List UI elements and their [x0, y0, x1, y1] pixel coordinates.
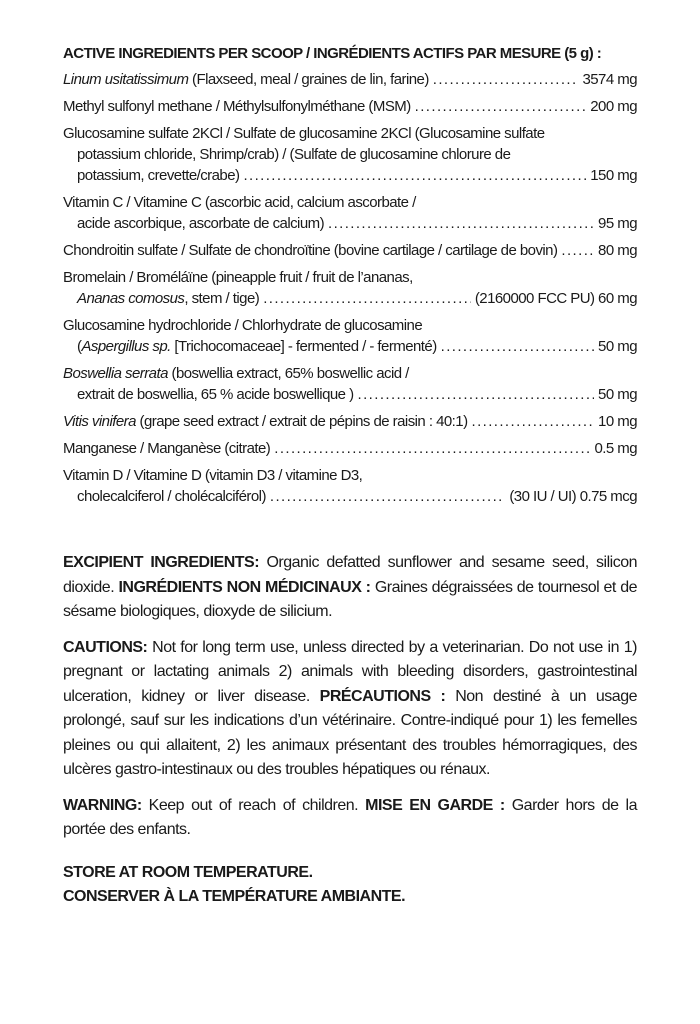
ingredient-latin-name: Aspergillus sp. [81, 338, 171, 355]
storage-fr: CONSERVER À LA TEMPÉRATURE AMBIANTE. [63, 888, 406, 905]
dot-leader [358, 384, 595, 405]
dot-leader [415, 96, 587, 117]
ingredient-quantity: 10 mg [598, 413, 637, 430]
dot-leader [433, 69, 579, 90]
ingredient-item [63, 363, 637, 405]
ingredient-line [63, 123, 637, 144]
warning-text-fr: Garder hors de la portée des enfants. [63, 796, 637, 838]
ingredient-text [77, 213, 324, 234]
ingredient-text-part: Manganese / Manganèse (citrate) [63, 440, 271, 457]
warning-paragraph [63, 794, 637, 843]
ingredient-quantity: 95 mg [598, 215, 637, 232]
ingredient-item [63, 438, 637, 459]
ingredient-text-part: , stem / tige) [184, 290, 260, 307]
ingredient-text [63, 411, 468, 432]
ingredient-quantity: 150 mg [590, 167, 637, 184]
ingredient-text [63, 438, 270, 459]
ingredient-line [63, 213, 637, 234]
ingredient-item [63, 192, 637, 234]
ingredient-quantity: 0.5 mg [594, 440, 637, 457]
ingredient-line [63, 165, 637, 186]
dot-leader [472, 411, 595, 432]
ingredient-quantity: (2160000 FCC PU) 60 mg [474, 290, 637, 307]
ingredient-text [63, 267, 413, 288]
ingredient-text-part: acide ascorbique, ascorbate de calcium) [77, 215, 325, 232]
ingredient-text-part: [Trichocomaceae] - fermented / - fermenté) [170, 338, 437, 355]
ingredient-line [63, 96, 637, 117]
warning-label-fr: MISE EN GARDE : [365, 796, 505, 814]
cautions-text-en: Not for long term use, unless directed by a veterinarian. Do not use in 1) pregnant or lactating animals 2) animals with bleeding disorders, gastrointestinal ulceration, kidney or liver disease. [63, 638, 637, 705]
ingredient-line [63, 336, 637, 357]
dot-leader [263, 288, 471, 309]
ingredient-text-part: potassium chloride, Shrimp/crab) / (Sulfate de glucosamine chlorure de [77, 146, 511, 163]
ingredient-latin-name: Boswellia serrata [63, 365, 168, 382]
ingredient-text [63, 96, 411, 117]
ingredient-latin-name: Linum usitatissimum [63, 71, 189, 88]
ingredient-text-part: Vitamin C / Vitamine C (ascorbic acid, calcium ascorbate / [63, 194, 416, 211]
ingredient-text-part: Glucosamine hydrochloride / Chlorhydrate de glucosamine [63, 317, 423, 334]
ingredient-quantity: 80 mg [598, 242, 637, 259]
ingredient-quantity: 50 mg [598, 386, 637, 403]
ingredient-item [63, 411, 637, 432]
ingredient-text-part: Methyl sulfonyl methane / Méthylsulfonylméthane (MSM) [63, 98, 411, 115]
ingredient-line [63, 465, 637, 486]
ingredient-quantity: 50 mg [598, 338, 637, 355]
ingredient-list [63, 69, 637, 507]
ingredient-text [63, 240, 557, 261]
ingredient-quantity: (30 IU / UI) 0.75 mcg [509, 488, 637, 505]
ingredient-line [63, 192, 637, 213]
active-ingredients-header: ACTIVE INGREDIENTS PER SCOOP / INGRÉDIENTS ACTIFS PAR MESURE (5 g) : [63, 45, 602, 62]
ingredient-line [63, 288, 637, 309]
ingredient-item [63, 315, 637, 357]
ingredient-quantity: 200 mg [590, 98, 637, 115]
warning-text-en: Keep out of reach of children. [141, 796, 366, 814]
ingredient-item [63, 69, 637, 90]
cautions-label-en: CAUTIONS: [63, 638, 148, 656]
ingredient-text-part: Bromelain / Broméláïne (pineapple fruit / fruit de l’ananas, [63, 269, 413, 286]
ingredient-text [77, 288, 259, 309]
ingredient-text-part: (boswellia extract, 65% boswellic acid / [167, 365, 409, 382]
ingredient-text-part: Vitamin D / Vitamine D (vitamin D3 / vitamine D3, [63, 467, 363, 484]
excipient-label-fr: INGRÉDIENTS NON MÉDICINAUX : [118, 578, 371, 596]
ingredient-item [63, 267, 637, 309]
ingredient-line [63, 69, 637, 90]
dot-leader [243, 165, 586, 186]
ingredient-line [63, 384, 637, 405]
ingredient-latin-name: Ananas comosus [77, 290, 185, 307]
ingredient-line [63, 438, 637, 459]
ingredient-text [77, 144, 510, 165]
ingredient-text-part: cholecalciferol / cholécalciférol) [77, 488, 266, 505]
ingredient-text-part: Chondroitin sulfate / Sulfate de chondroïtine (bovine cartilage / cartilage de bovin) [63, 242, 558, 259]
ingredient-text [77, 384, 354, 405]
ingredient-text [77, 165, 239, 186]
ingredient-text [77, 486, 266, 507]
label-panel [63, 44, 637, 910]
ingredient-text-part: (Flaxseed, meal / graines de lin, farine) [188, 71, 429, 88]
excipient-label-en: EXCIPIENT INGREDIENTS: [63, 554, 260, 571]
cautions-text-fr: Non destiné à un usage prolongé, sauf sur les indications d’un vétérinaire. Contre-indiqué pour 1) les femelles pleines ou qui allaitent, 2) les animaux présentant des troubles hémorragiques, des ulcères gastro-intestinaux ou des troubles hépatiques ou rénaux. [63, 687, 637, 778]
storage-instructions [63, 861, 637, 910]
ingredient-item [63, 96, 637, 117]
dot-leader [561, 240, 594, 261]
ingredient-text-part: ( [77, 338, 82, 355]
cautions-label-fr: PRÉCAUTIONS : [319, 687, 446, 705]
excipient-ingredients-paragraph [63, 551, 637, 625]
ingredient-text [63, 192, 416, 213]
ingredient-line [63, 267, 637, 288]
ingredient-line [63, 144, 637, 165]
ingredient-text [63, 123, 545, 144]
dot-leader [441, 336, 594, 357]
ingredient-line [63, 411, 637, 432]
ingredient-line [63, 363, 637, 384]
cautions-paragraph [63, 636, 637, 783]
ingredient-line [63, 486, 637, 507]
ingredient-latin-name: Vitis vinifera [63, 413, 136, 430]
excipient-text-en: Organic defatted sunflower and sesame seed, silicon dioxide. [63, 554, 638, 596]
ingredient-item [63, 123, 637, 186]
ingredient-text [77, 336, 437, 357]
ingredient-text-part: potassium, crevette/crabe) [77, 167, 240, 184]
ingredient-text [63, 69, 429, 90]
ingredient-line [63, 315, 637, 336]
ingredient-item [63, 240, 637, 261]
excipient-text-fr: Graines dégraissées de tournesol et de sésame biologiques, dioxyde de silicium. [63, 578, 638, 620]
dot-leader [274, 438, 590, 459]
ingredient-line [63, 240, 637, 261]
warning-label-en: WARNING: [63, 796, 142, 814]
storage-en: STORE AT ROOM TEMPERATURE. [63, 863, 313, 881]
ingredient-text-part: extrait de boswellia, 65 % acide boswellique ) [77, 386, 354, 403]
ingredient-item [63, 465, 637, 507]
ingredient-text [63, 363, 409, 384]
ingredient-text [63, 465, 362, 486]
ingredient-text [63, 315, 422, 336]
ingredient-quantity: 3574 mg [582, 71, 637, 88]
ingredient-text-part: Glucosamine sulfate 2KCl / Sulfate de glucosamine 2KCl (Glucosamine sulfate [63, 125, 545, 142]
dot-leader [328, 213, 594, 234]
ingredient-text-part: (grape seed extract / extrait de pépins de raisin : 40:1) [135, 413, 468, 430]
dot-leader [270, 486, 505, 507]
